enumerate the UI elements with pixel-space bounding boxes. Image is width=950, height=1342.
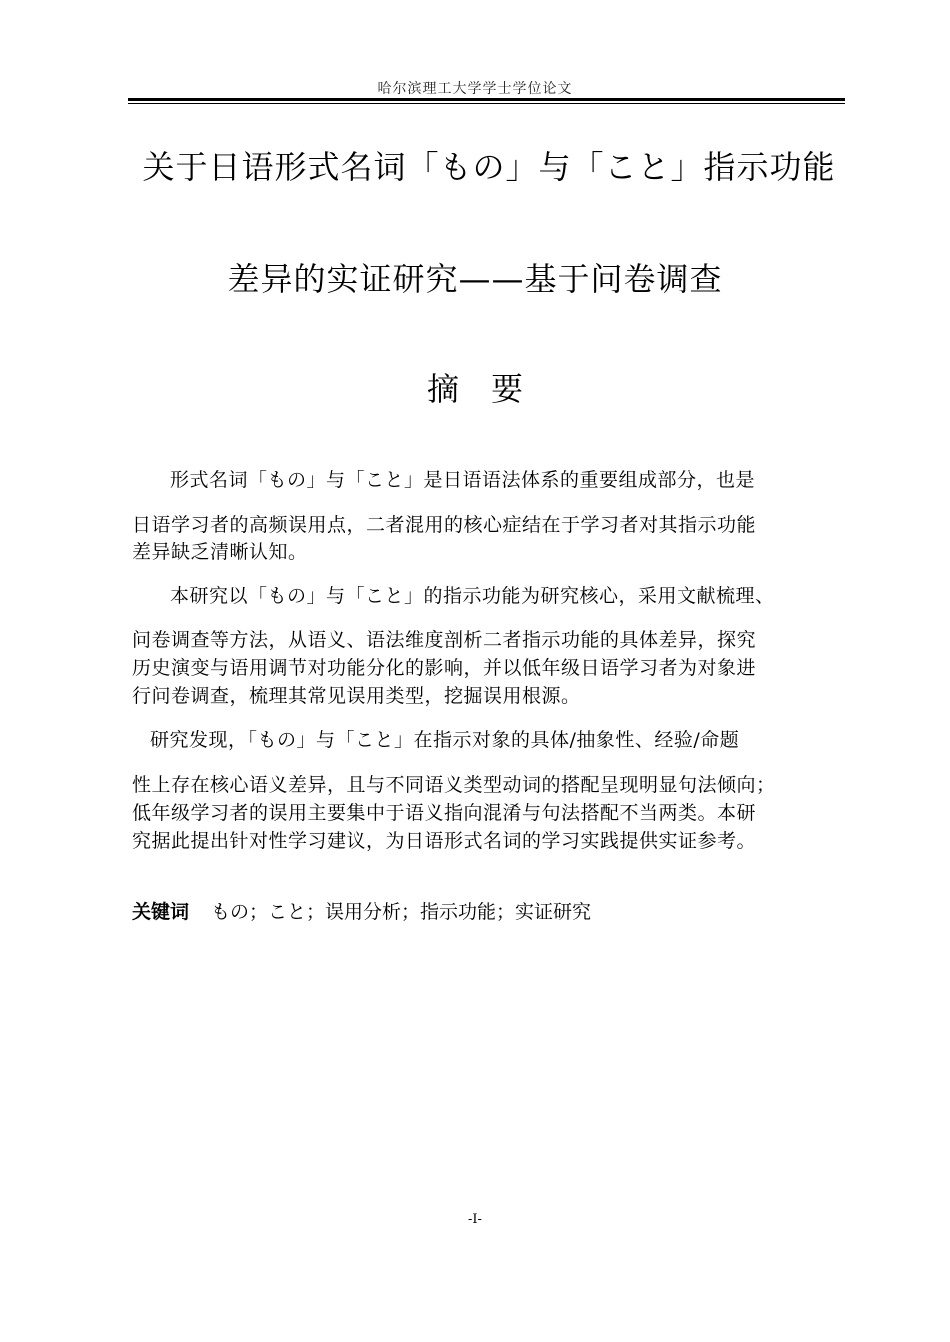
keywords-terms: もの；こと；误用分析；指示功能；实证研究 bbox=[211, 901, 592, 923]
thesis-title-line-1: 关于日语形式名词「もの」与「こと」指示功能 bbox=[142, 148, 836, 186]
abstract-p1-line-1: 形式名词「もの」与「こと」是日语语法体系的重要组成部分，也是 bbox=[170, 469, 756, 491]
abstract-p3-line-4: 究据此提出针对性学习建议，为日语形式名词的学习实践提供实证参考。 bbox=[132, 830, 757, 852]
abstract-p1-line-2: 日语学习者的高频误用点，二者混用的核心症结在于学习者对其指示功能 bbox=[132, 514, 757, 536]
abstract-p1-line-3: 差异缺乏清晰认知。 bbox=[132, 541, 308, 563]
page-number: -I- bbox=[468, 1212, 482, 1227]
header-rule bbox=[128, 98, 845, 101]
header-rule-thin bbox=[128, 103, 845, 104]
abstract-p2-line-3: 历史演变与语用调节对功能分化的影响，并以低年级日语学习者为对象进 bbox=[132, 657, 757, 679]
keywords-label: 关键词 bbox=[132, 901, 190, 923]
abstract-heading: 摘 要 bbox=[426, 370, 523, 408]
abstract-p2-line-2: 问卷调查等方法，从语义、语法维度剖析二者指示功能的具体差异，探究 bbox=[132, 629, 757, 651]
abstract-p3-line-1: 研究发现，「もの」与「こと」在指示对象的具体/抽象性、经验/命题 bbox=[150, 729, 740, 751]
abstract-p2-line-4: 行问卷调查，梳理其常见误用类型，挖掘误用根源。 bbox=[132, 685, 581, 707]
abstract-p2-line-1: 本研究以「もの」与「こと」的指示功能为研究核心，采用文献梳理、 bbox=[170, 585, 775, 607]
abstract-p3-line-2: 性上存在核心语义差异，且与不同语义类型动词的搭配呈现明显句法倾向； bbox=[132, 774, 776, 796]
abstract-p3-line-3: 低年级学习者的误用主要集中于语义指向混淆与句法搭配不当两类。本研 bbox=[132, 802, 757, 824]
running-header: 哈尔滨理工大学学士学位论文 bbox=[377, 81, 573, 97]
keywords bbox=[132, 897, 591, 924]
thesis-title-line-2: 差异的实证研究——基于问卷调查 bbox=[227, 260, 723, 298]
